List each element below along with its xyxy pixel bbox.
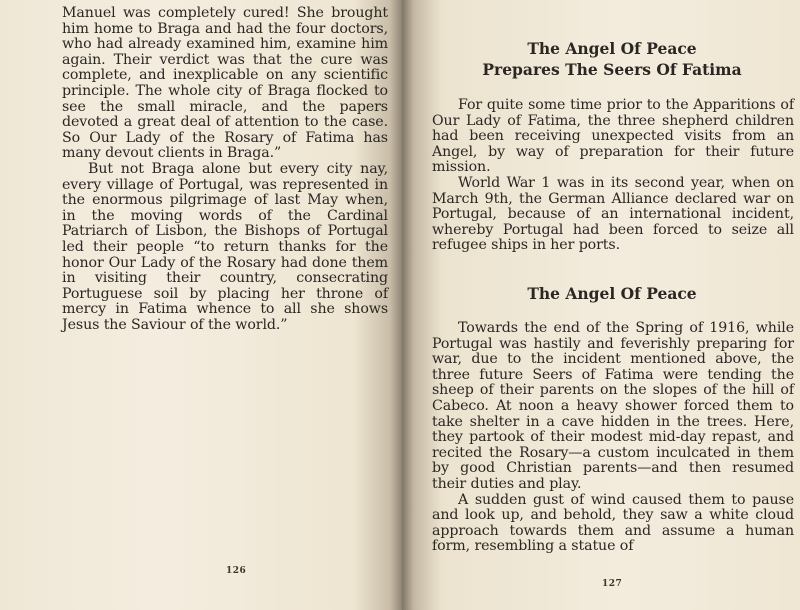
section-2-paragraph-2: A sudden gust of wind caused them to pause and look up, and behold, they saw a white cloud approach towards them and assume a human form, resembling a statue of xyxy=(432,491,794,555)
section-1-paragraph-2: World War 1 was in its second year, when on March 9th, the German Alliance declared war on Portugal, because of an international incident, whereby Portugal had been forced to seize all refugee ships in her ports. xyxy=(432,174,794,254)
right-page-number: 127 xyxy=(602,579,623,589)
section-2-paragraph-1: Towards the end of the Spring of 1916, while Portugal was hastily and feverishly preparing for war, due to the incident mentioned above, the three future Seers of Fatima were tending the sheep of their parents on the slopes of the hill of Cabeco. At noon a heavy shower forced them to take shelter in a cave hidden in the trees. Here, they partook of their modest mid-day repast, and recited the Rosary—a custom inculcated in them by good Christian parents—and then resumed their duties and play. xyxy=(432,320,794,492)
section-subheading: The Angel Of Peace xyxy=(527,284,697,303)
left-page-number: 126 xyxy=(226,566,247,576)
left-page-body xyxy=(62,6,388,333)
chapter-heading-line-1: The Angel Of Peace xyxy=(527,39,697,58)
chapter-heading-line-2: Prepares The Seers Of Fatima xyxy=(482,60,742,79)
chapter-heading xyxy=(442,38,782,80)
left-paragraph-2: But not Braga alone but every city nay, every village of Portugal, was represented in the enormous pilgrimage of last May when, in the moving words of the Cardinal Patriarch of Lisbon, the Bishops of Portugal led their people “to return thanks for the honor Our Lady of the Rosary had done them in visiting their country, consecrating Portuguese soil by placing her throne of mercy in Fatima whence to all she shows Jesus the Saviour of the world.” xyxy=(62,160,388,333)
left-paragraph-1: Manuel was completely cured! She brought him home to Braga and had the four doctors, who had already examined him, examine him again. Their verdict was that the cure was complete, and inexplicable on any scientific principle. The whole city of Braga flocked to see the small miracle, and the papers devoted a great deal of attention to the case. So Our Lady of the Rosary of Fatima has many devout clients in Braga.” xyxy=(62,5,388,162)
section-2-body xyxy=(432,321,794,555)
section-1-paragraph-1: For quite some time prior to the Apparitions of Our Lady of Fatima, the three shepherd children had been receiving unexpected visits from an Angel, by way of preparation for their future mission. xyxy=(432,97,794,176)
right-page xyxy=(402,0,800,610)
section-1-body xyxy=(432,98,794,254)
